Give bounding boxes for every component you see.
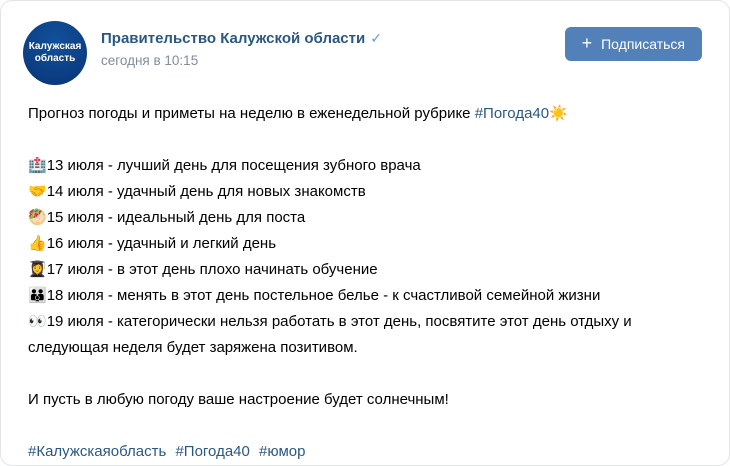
hospital-emoji-icon: 🏥 [28,157,47,174]
day-line [28,261,378,278]
student-emoji-icon: 👩‍🎓 [28,261,47,278]
day-text: 18 июля - менять в этот день постельное белье - к счастливой семейной жизни [46,287,601,304]
day-text: 16 июля - удачный и легкий день [46,235,277,252]
day-text: 17 июля - в этот день плохо начинать обучение [46,261,378,278]
intro-text: Прогноз погоды и приметы на неделю в еженедельной рубрике [28,105,471,122]
flatbread-emoji-icon: 🥙 [28,209,47,226]
day-text: 13 июля - лучший день для посещения зубного врача [46,157,421,174]
post-header [23,21,702,85]
hashtag-yumor[interactable]: #юмор [259,443,306,460]
post-body [28,101,702,465]
day-line [28,235,276,252]
day-line [28,313,632,356]
hashtag-pogoda40-intro[interactable]: #Погода40 [474,105,550,122]
day-text: 19 июля - категорически нельзя работать в этот день, посвятите этот день отдыху и следующая неделя будет заряжена позитивом. [28,313,632,356]
thumbs-up-emoji-icon: 👍 [28,235,47,252]
handshake-emoji-icon: 🤝 [28,183,47,200]
family-emoji-icon: 👪 [28,287,47,304]
subscribe-button[interactable] [565,27,702,61]
header-info [101,21,382,68]
day-line [28,157,421,174]
verified-badge-icon: ✓ [370,30,382,46]
post-timestamp[interactable]: сегодня в 10:15 [101,53,199,68]
eyes-emoji-icon: 👀 [28,313,47,330]
day-line [28,287,600,304]
day-list [28,153,702,361]
group-name-link[interactable]: Правительство Калужской области [101,30,366,47]
subscribe-button-label: Подписаться [601,36,685,52]
sun-emoji-icon: ☀️ [549,105,568,122]
avatar-text-line1: Калужская [28,41,82,52]
avatar-text-line2: область [34,53,76,64]
day-text: 14 июля - удачный день для новых знакомств [46,183,366,200]
post-intro [28,101,702,127]
day-text: 15 июля - идеальный день для поста [46,209,306,226]
day-line [28,183,366,200]
post-closing: И пусть в любую погоду ваше настроение будет солнечным! [28,391,449,408]
hashtag-kaluzhskaya-oblast[interactable]: #Калужскаяобласть [28,443,167,460]
group-avatar[interactable] [23,21,87,85]
plus-icon: + [581,33,593,53]
hashtag-row [28,439,702,465]
hashtag-pogoda40[interactable]: #Погода40 [175,443,250,460]
day-line [28,209,305,226]
